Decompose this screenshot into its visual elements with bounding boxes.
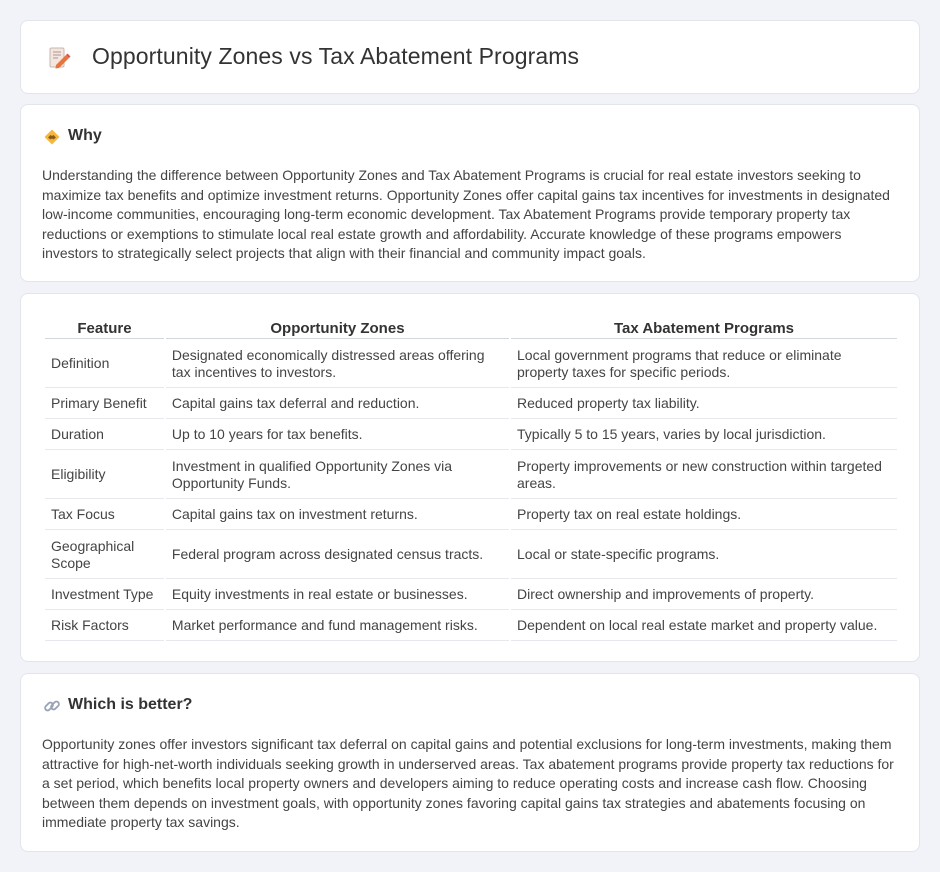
comparison-table xyxy=(43,316,899,643)
table-row xyxy=(45,581,897,610)
feature-cell: Tax Focus xyxy=(45,501,164,530)
header-card xyxy=(20,20,920,94)
which-is-better-section xyxy=(20,673,920,852)
link-icon xyxy=(43,697,61,715)
header-tax-abatement: Tax Abatement Programs xyxy=(511,318,897,339)
table-row xyxy=(45,532,897,579)
table-row xyxy=(45,452,897,499)
handshake-icon xyxy=(43,128,61,146)
opportunity-zones-cell: Designated economically distressed areas offering tax incentives to investors. xyxy=(166,341,509,388)
opportunity-zones-cell: Capital gains tax on investment returns. xyxy=(166,501,509,530)
opportunity-zones-cell: Federal program across designated census tracts. xyxy=(166,532,509,579)
table-row xyxy=(45,341,897,388)
opportunity-zones-cell: Market performance and fund management risks. xyxy=(166,612,509,641)
document-pencil-icon xyxy=(47,46,71,70)
tax-abatement-cell: Property improvements or new construction within targeted areas. xyxy=(511,452,897,499)
feature-cell: Investment Type xyxy=(45,581,164,610)
feature-cell: Geographical Scope xyxy=(45,532,164,579)
table-header-row xyxy=(45,318,897,339)
feature-cell: Risk Factors xyxy=(45,612,164,641)
comparison-table-card xyxy=(20,293,920,662)
which-is-better-title: Which is better? xyxy=(68,696,193,713)
table-row xyxy=(45,501,897,530)
feature-cell: Duration xyxy=(45,421,164,450)
why-text: Understanding the difference between Opportunity Zones and Tax Abatement Programs is crucial for real estate investors seeking to maximize tax benefits and optimize investment returns. Opportunity Zones offer capital gains tax incentives for investments in designated low-income communities, encouraging long-term economic development. Tax Abatement Programs provide temporary property tax reductions or exemptions to stimulate local real estate growth and affordability. Accurate knowledge of these programs empowers investors to strategically select projects that align with their financial and community impact goals. xyxy=(42,167,890,262)
feature-cell: Eligibility xyxy=(45,452,164,499)
tax-abatement-cell: Typically 5 to 15 years, varies by local jurisdiction. xyxy=(511,421,897,450)
table-row xyxy=(45,390,897,419)
tax-abatement-cell: Dependent on local real estate market and property value. xyxy=(511,612,897,641)
tax-abatement-cell: Property tax on real estate holdings. xyxy=(511,501,897,530)
header-feature: Feature xyxy=(45,318,164,339)
why-title: Why xyxy=(68,127,102,144)
feature-cell: Definition xyxy=(45,341,164,388)
tax-abatement-cell: Local government programs that reduce or eliminate property taxes for specific periods. xyxy=(511,341,897,388)
table-row xyxy=(45,612,897,641)
page-title: Opportunity Zones vs Tax Abatement Programs xyxy=(92,43,580,69)
why-section xyxy=(20,104,920,282)
table-row xyxy=(45,421,897,450)
opportunity-zones-cell: Up to 10 years for tax benefits. xyxy=(166,421,509,450)
header-opportunity-zones: Opportunity Zones xyxy=(166,318,509,339)
tax-abatement-cell: Reduced property tax liability. xyxy=(511,390,897,419)
feature-cell: Primary Benefit xyxy=(45,390,164,419)
opportunity-zones-cell: Equity investments in real estate or businesses. xyxy=(166,581,509,610)
which-is-better-text: Opportunity zones offer investors significant tax deferral on capital gains and potential exclusions for long-term investments, making them attractive for high-net-worth individuals seeking growth in underserved areas. Tax abatement programs provide property tax reductions for a set period, which benefits local property owners and developers aiming to reduce operating costs and increase cash flow. Choosing between them depends on investment goals, with opportunity zones favoring capital gains tax strategies and abatements focusing on immediate property tax savings. xyxy=(42,736,894,831)
tax-abatement-cell: Direct ownership and improvements of property. xyxy=(511,581,897,610)
tax-abatement-cell: Local or state-specific programs. xyxy=(511,532,897,579)
opportunity-zones-cell: Capital gains tax deferral and reduction. xyxy=(166,390,509,419)
opportunity-zones-cell: Investment in qualified Opportunity Zones via Opportunity Funds. xyxy=(166,452,509,499)
